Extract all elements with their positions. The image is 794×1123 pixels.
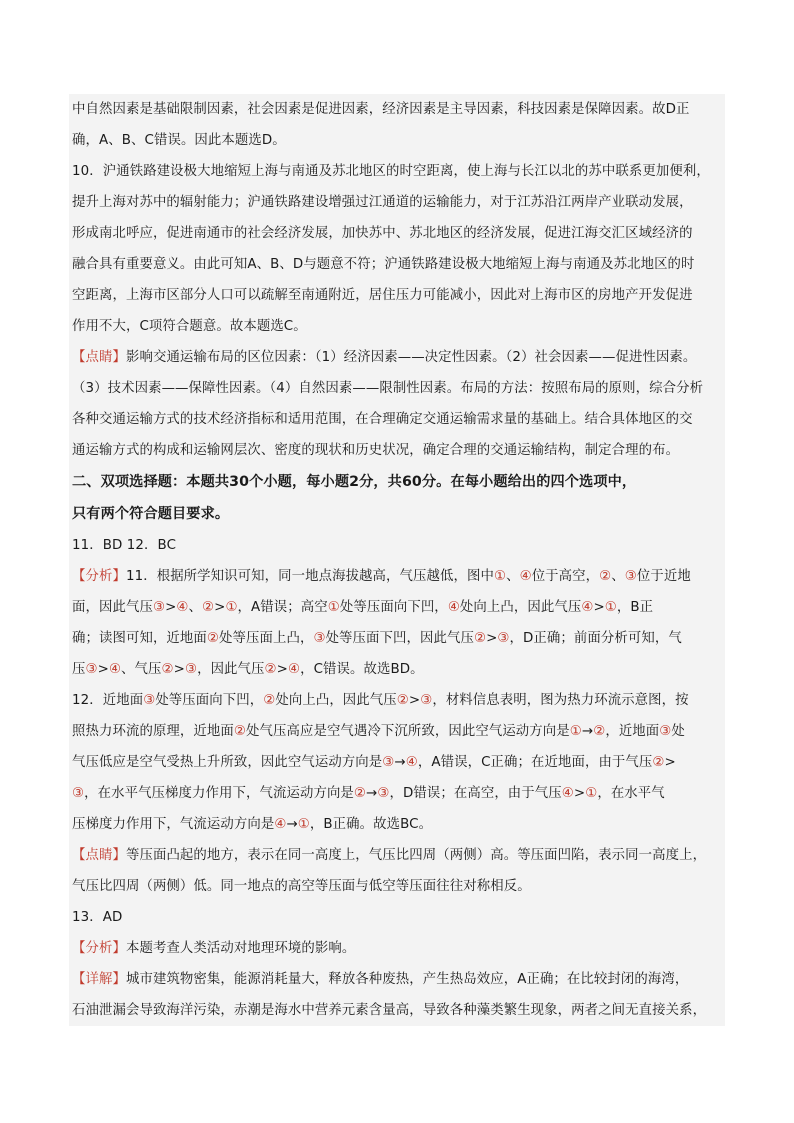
circled-number: ① [493,569,507,584]
circled-number: ④ [405,755,418,770]
circled-number: ① [225,600,238,615]
line-text: 中自然因素是基础限制因素，社会因素是促进因素，经济因素是主导因素，科技因素是保障因素。故D正 [72,102,690,117]
circled-number: ① [585,786,598,801]
circled-number: ④ [176,600,189,615]
text-line [69,623,725,654]
line-text: （3）技术因素——保障性因素。（4）自然因素——限制性因素。布局的方法：按照布局的原则，综合分析 [72,381,704,396]
line-text: 气压低应是空气受热上升所致，因此空气运动方向是③→④，A错误，C正确；在近地面，由于气压②> [72,755,676,770]
circled-number: ② [263,693,276,708]
circled-number: ③ [420,693,433,708]
circled-number: ③ [85,662,98,677]
label-tag: 【分析】 [72,941,126,956]
line-text: 各种交通运输方式的技术经济指标和适用范围，在合理确定交通运输需求量的基础上。结合具体地区的交 [72,412,693,427]
circled-number: ② [396,693,409,708]
answer-block-2 [69,530,725,1026]
text-line [69,840,725,871]
circled-number: ④ [108,662,122,677]
line-text: 影响交通运输布局的区位因素：（1）经济因素——决定性因素。（2）社会因素——促进性因素。 [125,350,697,365]
circled-number: ② [202,600,215,615]
line-text: 城市建筑物密集，能源消耗量大，释放各种废热，产生热岛效应，A正确；在比较封闭的海湾， [125,972,689,987]
line-text: 作用不大，C项符合题意。故本题选C。 [72,319,307,334]
circled-number: ② [353,786,367,801]
circled-number: ③ [624,569,637,584]
text-line [69,809,725,840]
text-line [69,592,725,623]
circled-number: ② [599,569,612,584]
circled-number: ④ [519,569,532,584]
circled-number: ① [297,817,310,832]
line-text: 压③>④、气压②>③，因此气压②>④，C错误。故选BD。 [72,662,424,677]
text-line [69,249,725,280]
circled-number: ① [327,600,340,615]
text-line [69,94,725,125]
circled-number: ④ [447,600,460,615]
line-text: 11．根据所学知识可知，同一地点海拔越高，气压越低，图中①、④位于高空，②、③位于近地 [125,569,691,584]
circled-number: ① [569,724,582,739]
circled-number: ② [206,631,220,646]
text-line [69,871,725,902]
text-line [69,311,725,342]
text-line [69,218,725,249]
line-text: 面，因此气压③>④、②>①，A错误；高空①处等压面向下凹，④处向上凸，因此气压④>①，B正 [72,600,654,615]
line-text: 石油泄漏会导致海洋污染，赤潮是海水中营养元素含量高，导致各种藻类繁生现象，两者之间无直接关系， [72,1003,707,1018]
circled-number: ③ [497,631,510,646]
line-text: 形成南北呼应，促进南通市的社会经济发展，加快苏中、苏北地区的经济发展，促进江海交汇区域经济的 [72,226,693,241]
circled-number: ④ [287,662,301,677]
section-heading-line: 二、双项选择题：本题共30个小题，每小题2分，共60分。在每小题给出的四个选项中， [72,474,637,490]
text-line [69,778,725,809]
line-text: 12．近地面③处等压面向下凹，②处向上凸，因此气压②>③，材料信息表明，图为热力环流示意图，按 [72,693,689,708]
section-heading [69,466,725,530]
text-line [69,342,725,373]
text-line [69,187,725,218]
circled-number: ③ [72,786,85,801]
line-text: 10．沪通铁路建设极大地缩短上海与南通及苏北地区的时空距离，使上海与长江以北的苏中联系更加便利， [72,164,710,179]
label-tag: 【分析】 [72,569,126,584]
circled-number: ② [233,724,246,739]
line-text: 确；读图可知，近地面②处等压面上凸，③处等压面下凹，因此气压②>③，D正确；前面分析可知，气 [72,631,682,646]
text-line [69,716,725,747]
circled-number: ② [264,662,277,677]
circled-number: ④ [581,600,594,615]
circled-number: ③ [143,693,156,708]
text-line [69,156,725,187]
label-tag: 【详解】 [72,972,126,987]
text-line [69,902,725,933]
text-line [69,435,725,466]
circled-number: ④ [274,817,287,832]
section-heading-line: 只有两个符合题目要求。 [72,506,230,522]
text-line [69,404,725,435]
circled-number: ② [161,662,174,677]
line-text: 提升上海对苏中的辐射能力；沪通铁路建设增强过江通道的运输能力，对于江苏沿江两岸产业联动发展， [72,195,693,210]
text-line [69,995,725,1026]
text-line [69,125,725,156]
text-line [69,933,725,964]
line-text: 13．AD [72,910,123,925]
line-text: 空距离，上海市区部分人口可以疏解至南通附近，居住压力可能减小，因此对上海市区的房地产开发促进 [72,288,693,303]
line-text: 通运输方式的构成和运输网层次、密度的现状和历史状况，确定合理的交通运输结构，制定合理的布。 [72,443,680,458]
line-text: 气压比四周（两侧）低。同一地点的高空等压面与低空等压面往往对称相反。 [72,879,531,894]
circled-number: ③ [382,755,395,770]
circled-number: ④ [561,786,574,801]
label-tag: 【点睛】 [72,848,126,863]
circled-number: ③ [659,724,672,739]
line-text: ③，在水平气压梯度力作用下，气流运动方向是②→③，D错误；在高空，由于气压④>①，在水平气 [72,786,665,801]
document-body [69,94,725,1026]
line-text: 等压面凸起的地方，表示在同一高度上，气压比四周（两侧）高。等压面凹陷，表示同一高度上， [125,848,707,863]
line-text: 融合具有重要意义。由此可知A、B、D与题意不符；沪通铁路建设极大地缩短上海与南通及苏北地区的时 [72,257,695,272]
text-line [69,280,725,311]
circled-number: ③ [152,600,166,615]
text-line [69,685,725,716]
answer-block-1 [69,94,725,466]
circled-number: ② [593,724,606,739]
text-line [69,561,725,592]
circled-number: ② [652,755,665,770]
text-line [69,654,725,685]
circled-number: ③ [377,786,390,801]
line-text: 照热力环流的原理，近地面②处气压高应是空气遇冷下沉所致，因此空气运动方向是①→②，近地面③处 [72,724,685,739]
circled-number: ③ [313,631,326,646]
line-text: 本题考查人类活动对地理环境的影响。 [125,941,356,956]
line-text: 11．BD 12．BC [72,538,177,553]
circled-number: ③ [184,662,198,677]
text-line [69,747,725,778]
label-tag: 【点睛】 [72,350,126,365]
text-line [69,964,725,995]
text-line [69,373,725,404]
line-text: 确，A、B、C错误。因此本题选D。 [72,133,286,148]
circled-number: ② [473,631,487,646]
circled-number: ① [604,600,617,615]
text-line [69,530,725,561]
line-text: 压梯度力作用下，气流运动方向是④→①，B正确。故选BC。 [72,817,433,832]
